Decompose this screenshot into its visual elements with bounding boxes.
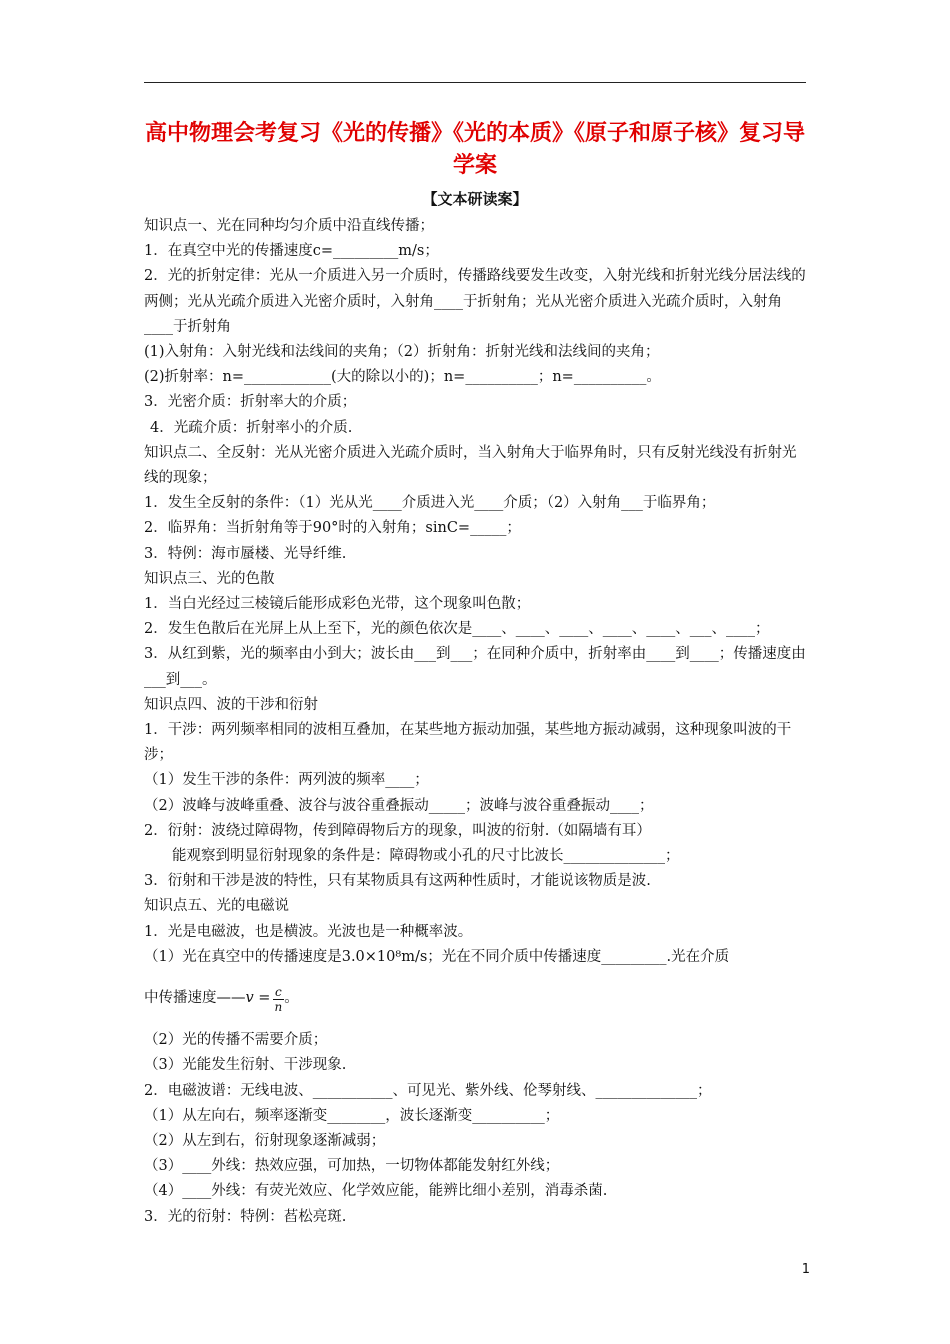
text-line: （3）____外线：热效应强，可加热，一切物体都能发射红外线； (144, 1158, 560, 1175)
text-paragraph: 1．干涉：两列频率相同的波相互叠加，在某些地方振动加强，某些地方振动减弱，这种现象叫波的干涉； (144, 722, 792, 764)
text-line: 3．光的衍射：特例：萏松亮斑. (144, 1208, 347, 1225)
formula-line (144, 970, 808, 1028)
formula-prefix: 中传播速度—— (144, 990, 246, 1007)
text-line: 知识点五、光的电磁说 (144, 898, 289, 915)
text-line: 3．光密介质：折射率大的介质； (144, 394, 357, 411)
text-line: 1．发生全反射的条件：（1）光从光____介质进入光____介质；（2）入射角___于临界角； (144, 495, 716, 512)
text-line: （2）从左到右，衍射现象逐渐减弱； (144, 1132, 386, 1149)
text-line: (2)折射率：n=____________(大的除以小的)；n=__________；n=__________。 (144, 369, 661, 386)
document-body (144, 214, 808, 1230)
text-line: 知识点三、光的色散 (144, 570, 275, 587)
formula-fraction (272, 985, 284, 1014)
text-line: 1．当白光经过三棱镜后能形成彩色光带，这个现象叫色散； (144, 596, 531, 613)
text-line: 3．衍射和干涉是波的特性，只有某物质具有这两种性质时，才能说该物质是波. (144, 873, 651, 890)
formula-denominator: n (274, 999, 283, 1014)
text-paragraph: 3．从红到紫，光的频率由小到大；波长由___到___；在同种介质中，折射率由____到____；传播速度由___到___。 (144, 646, 806, 688)
header-rule (144, 82, 806, 83)
text-line: 2．发生色散后在光屏上从上至下，光的颜色依次是____、____、____、____、____、___、____； (144, 621, 770, 638)
formula-suffix: 。 (284, 990, 299, 1007)
section-heading: 【文本研读案】 (422, 190, 528, 208)
text-line: （1）从左向右，频率逐渐变________，波长逐渐变__________； (144, 1107, 560, 1124)
text-line: （1）光在真空中的传播速度是3.0×10⁸m/s；光在不同介质中传播速度_________.光在介质 (144, 948, 730, 965)
text-line: 1．在真空中光的传播速度c=_________m/s； (144, 243, 439, 260)
text-line: 3．特例：海市蜃楼、光导纤维. (144, 545, 347, 562)
text-line: （2）光的传播不需要介质； (144, 1032, 328, 1049)
text-paragraph: 2．光的折射定律：光从一介质进入另一介质时，传播路线要发生改变，入射光线和折射光线分居法线的两侧；光从光疏介质进入光密介质时，入射角____于折射角；光从光密介质进入光疏介质时，入射角____于折射角 (144, 268, 806, 335)
formula-numerator: c (274, 984, 282, 999)
text-line: 知识点一、光在同种均匀介质中沿直线传播； (144, 218, 434, 234)
text-line: 2．临界角：当折射角等于90°时的入射角；sinC=_____； (144, 520, 521, 537)
text-line: （4）____外线：有荧光效应、化学效应能，能辨比细小差别，消毒杀菌. (144, 1183, 608, 1200)
text-line: （1）发生干涉的条件：两列波的频率____； (144, 772, 429, 789)
document-title: 高中物理会考复习《光的传播》《光的本质》《原子和原子核》复习导学案 (144, 121, 805, 178)
text-line: 1．光是电磁波，也是横波。光波也是一种概率波。 (144, 923, 473, 940)
text-line: (1)入射角：入射光线和法线间的夹角；（2）折射角：折射光线和法线间的夹角； (144, 344, 660, 361)
text-line: （3）光能发生衍射、干涉现象. (144, 1057, 347, 1074)
formula-lhs: v = (245, 990, 271, 1007)
text-line: 2．电磁波谱：无线电波、___________、可见光、紫外线、伦琴射线、______________； (144, 1082, 712, 1099)
text-line: 2．衍射：波绕过障碍物，传到障碍物后方的现象，叫波的衍射.（如隔墙有耳） (144, 822, 651, 839)
page-number: 1 (801, 1262, 810, 1277)
text-line: （2）波峰与波峰重叠、波谷与波谷重叠振动_____；波峰与波谷重叠振动____； (144, 797, 654, 814)
text-line: 4．光疏介质：折射率小的介质. (150, 419, 353, 436)
text-line: 能观察到明显衍射现象的条件是：障碍物或小孔的尺寸比波长______________； (172, 848, 680, 865)
text-line: 知识点四、波的干涉和衍射 (144, 696, 318, 713)
text-paragraph: 知识点二、全反射：光从光密介质进入光疏介质时，当入射角大于临界角时，只有反射光线没有折射光线的现象； (144, 444, 797, 487)
